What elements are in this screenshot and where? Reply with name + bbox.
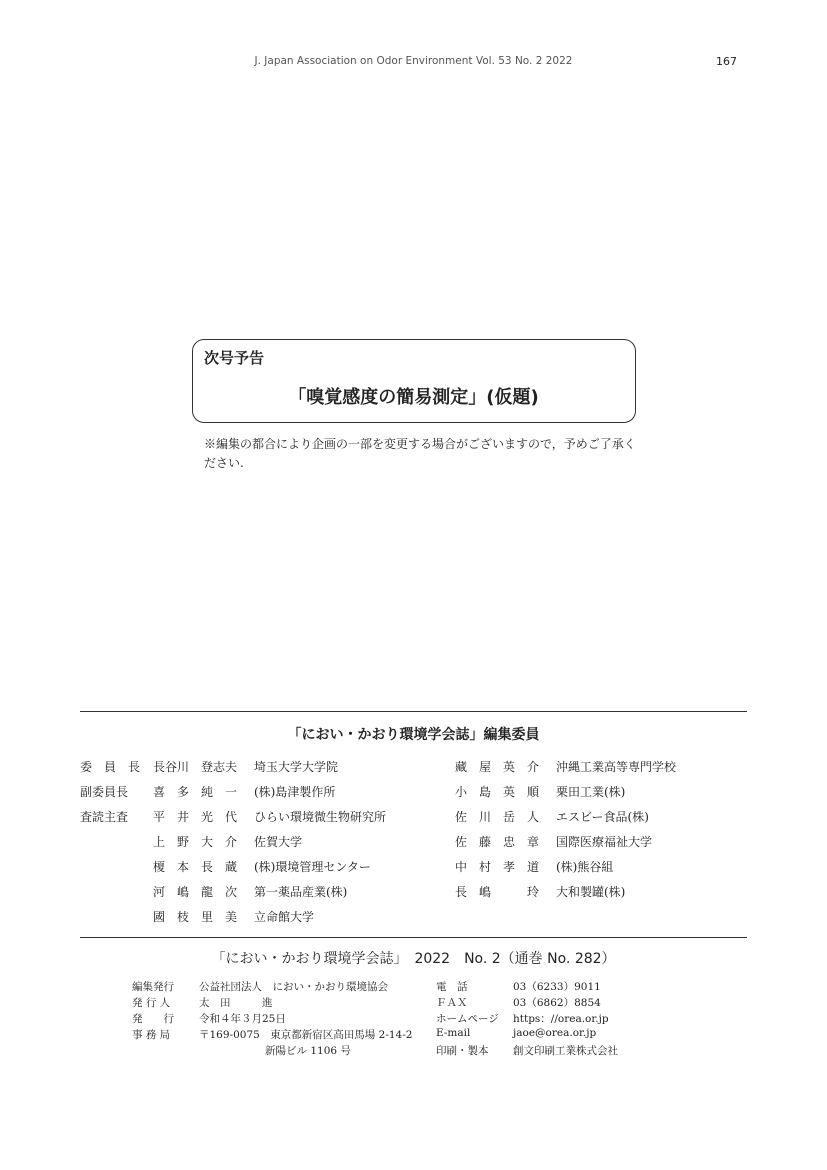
committee-member-affiliation: 埼玉大学大学院: [254, 760, 339, 774]
committee-member-name: 喜 多 純 一: [153, 785, 238, 799]
publication-value: 03（6862）8854: [513, 997, 601, 1009]
publication-label: ホームページ: [436, 1013, 499, 1025]
publication-value: 太 田 進: [199, 997, 273, 1009]
publication-label: 発 行 人: [132, 997, 171, 1009]
page-number: 167: [716, 55, 737, 68]
committee-member-name: 長 嶋 玲: [455, 885, 540, 899]
publication-value: 公益社団法人 におい・かおり環境協会: [199, 981, 388, 993]
committee-member-affiliation: 大和製罐(株): [556, 885, 626, 899]
committee-member-name: 小 島 英 順: [455, 785, 540, 799]
committee-role: 副委員長: [80, 785, 129, 799]
committee-member-name: 長谷川 登志夫: [153, 760, 238, 774]
committee-member-affiliation: 沖縄工業高等専門学校: [556, 760, 677, 774]
publication-value: 〒169-0075 東京都新宿区高田馬場 2-14-2: [199, 1029, 413, 1041]
publication-label: 電 話: [436, 981, 468, 993]
publication-label: ＦＡＸ: [436, 997, 468, 1009]
committee-member-name: 上 野 大 介: [153, 835, 238, 849]
committee-title: 「におい・かおり環境学会誌」編集委員: [287, 727, 540, 743]
committee-member-name: 國 枝 里 美: [153, 910, 238, 924]
publication-value: jaoe@orea.or.jp: [513, 1027, 597, 1039]
committee-member-name: 中 村 孝 道: [455, 860, 540, 874]
committee-role: 委 員 長: [80, 760, 141, 774]
committee-member-affiliation: 栗田工業(株): [556, 785, 626, 799]
committee-member-affiliation: (株)環境管理センター: [254, 860, 371, 874]
committee-member-affiliation: 第一薬品産業(株): [254, 885, 348, 899]
committee-member-name: 佐 川 岳 人: [455, 810, 540, 824]
publication-value: https：//orea.or.jp: [513, 1013, 609, 1025]
publication-value: 創文印刷工業株式会社: [513, 1045, 618, 1057]
divider-top: [80, 711, 747, 712]
publication-value: 令和４年３月25日: [199, 1013, 286, 1025]
publication-title: 「におい・かおり環境学会誌」 2022 No. 2（通巻 No. 282）: [211, 951, 616, 967]
committee-member-affiliation: ひらい環境微生物研究所: [254, 810, 387, 824]
journal-header: J. Japan Association on Odor Environment Vol. 53 No. 2 2022: [254, 55, 573, 67]
committee-member-affiliation: エスビー食品(株): [556, 810, 649, 824]
committee-member-name: 藏 屋 英 介: [455, 760, 540, 774]
notice-label: 次号予告: [204, 349, 265, 367]
publication-label: 編集発行: [132, 981, 174, 993]
publication-label: E-mail: [436, 1027, 471, 1039]
committee-member-affiliation: 立命館大学: [254, 910, 315, 924]
committee-member-name: 佐 藤 忠 章: [455, 835, 540, 849]
committee-role: 査読主査: [80, 810, 129, 824]
committee-member-affiliation: 佐賀大学: [254, 835, 303, 849]
publication-label: 発 行: [132, 1013, 174, 1025]
notice-note: ※編集の都合により企画の一部を変更する場合がございますので，予めご了承ください.: [204, 437, 636, 470]
publication-label: 印刷・製本: [436, 1045, 489, 1057]
divider-bottom: [80, 937, 747, 938]
committee-member-name: 平 井 光 代: [153, 810, 238, 824]
committee-member-name: 河 嶋 龍 次: [153, 885, 238, 899]
committee-member-affiliation: (株)熊谷組: [556, 860, 614, 874]
committee-member-name: 榎 本 長 蔵: [153, 860, 238, 874]
publication-label: 事 務 局: [132, 1029, 171, 1041]
publication-value: 03（6233）9011: [513, 981, 601, 993]
notice-title: 「嗅覚感度の簡易測定」(仮題): [288, 387, 539, 408]
committee-member-affiliation: (株)島津製作所: [254, 785, 336, 799]
committee-member-affiliation: 国際医療福祉大学: [556, 835, 653, 849]
publication-value: 新陽ビル 1106 号: [265, 1045, 351, 1057]
